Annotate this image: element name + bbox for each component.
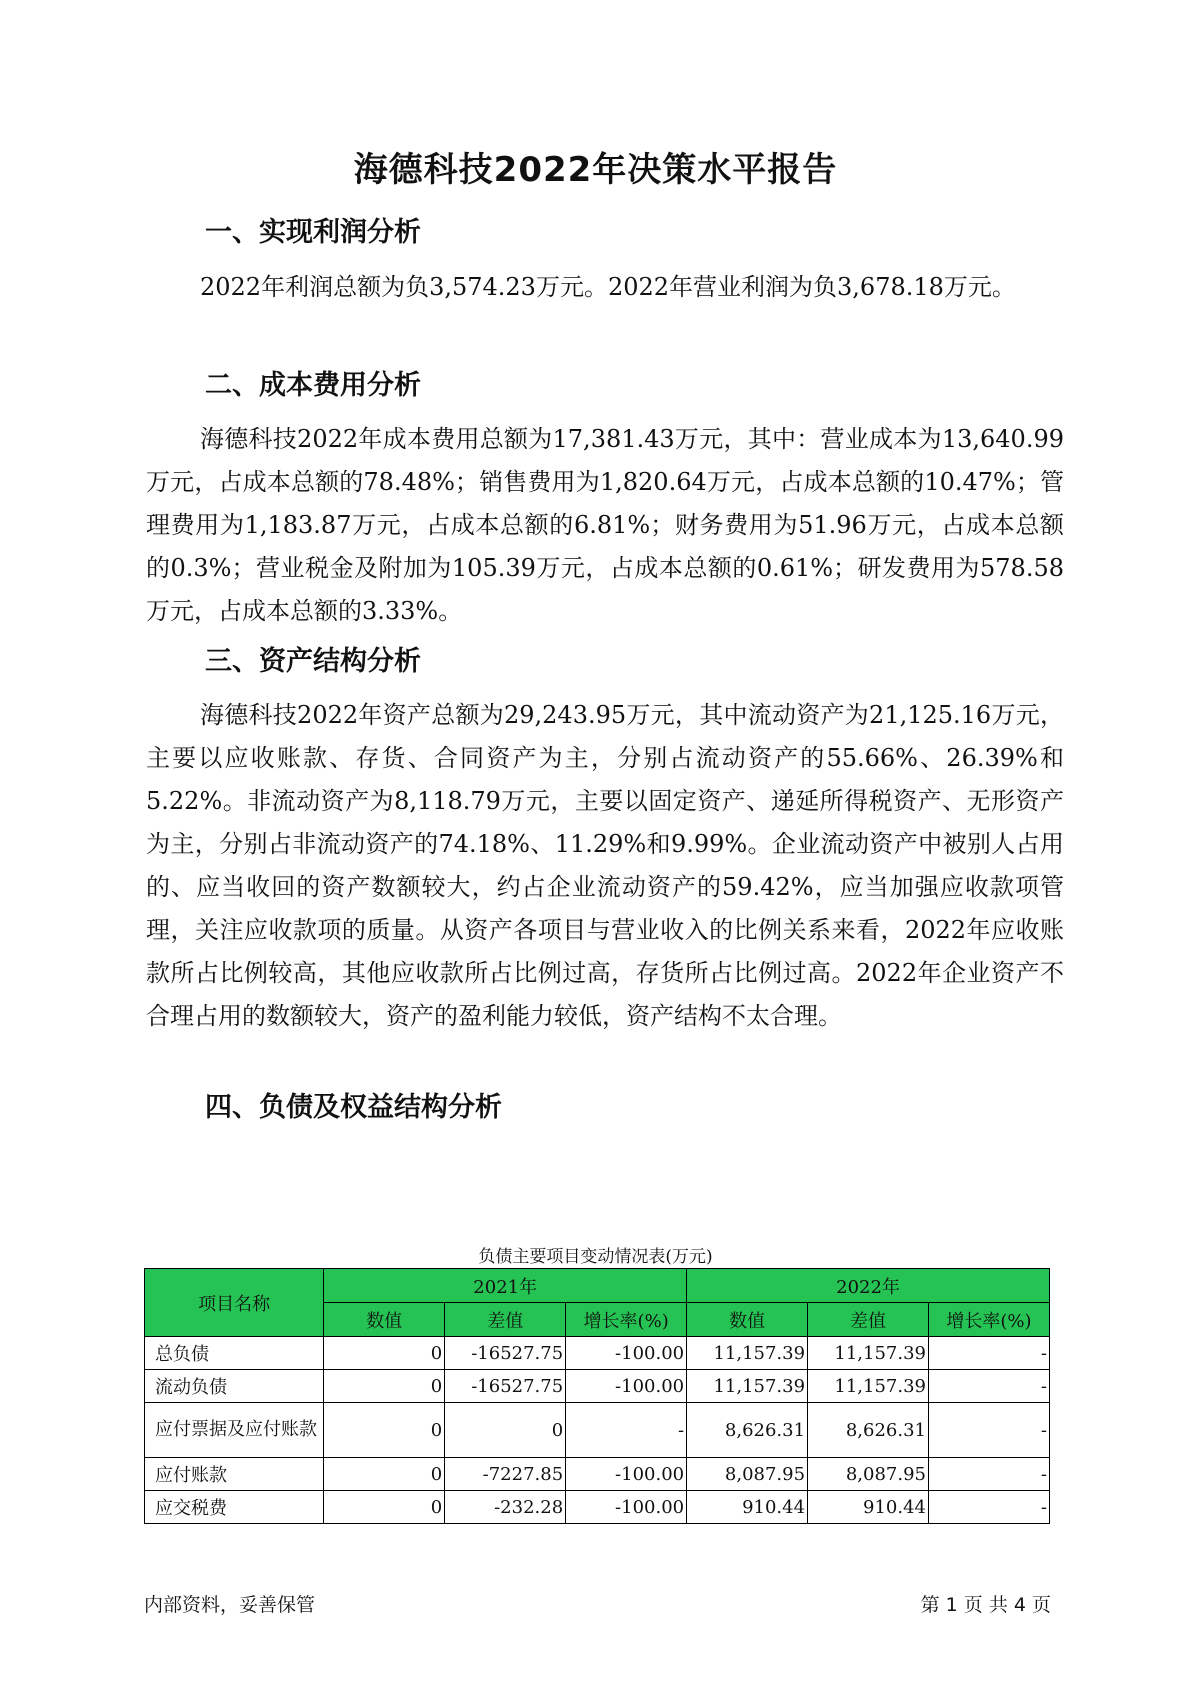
table-cell: 0 [324,1370,445,1403]
section-text-cost: 海德科技2022年成本费用总额为17,381.43万元，其中：营业成本为13,640.99万元，占成本总额的78.48%；销售费用为1,820.64万元，占成本总额的10.47%；管理费用为1,183.87万元，占成本总额的6.81%；财务费用为51.96万元，占成本总额的0.3%；营业税金及附加为105.39万元，占成本总额的0.61%；研发费用为578.58万元，占成本总额的3.33%。 [146,425,1064,625]
table-cell: -232.28 [445,1491,566,1524]
table-cell: -16527.75 [445,1370,566,1403]
table-cell: -100.00 [566,1458,687,1491]
section-heading-cost: 二、成本费用分析 [205,370,421,401]
table-cell: 910.44 [808,1491,929,1524]
table-cell: 11,157.39 [687,1337,808,1370]
footer-page-number: 第 1 页 共 4 页 [920,1594,1051,1616]
table-cell: 8,626.31 [687,1403,808,1458]
table-cell: 11,157.39 [687,1370,808,1403]
section-text-profit: 2022年利润总额为负3,574.23万元。2022年营业利润为负3,678.18万元。 [200,273,1016,301]
table-row [145,1403,1050,1458]
table-cell: 0 [324,1403,445,1458]
table-cell: 8,626.31 [808,1403,929,1458]
table-cell: 0 [445,1403,566,1458]
section-heading-profit: 一、实现利润分析 [205,217,421,248]
table-cell: 8,087.95 [808,1458,929,1491]
subheader-diff-2022: 差值 [808,1303,929,1337]
header-item-name: 项目名称 [145,1269,324,1337]
row-label: 应交税费 [145,1491,324,1524]
liabilities-table [144,1268,1050,1524]
table-cell: -7227.85 [445,1458,566,1491]
row-label: 流动负债 [145,1370,324,1403]
section-heading-assets: 三、资产结构分析 [205,646,421,677]
table-cell: - [928,1337,1049,1370]
subheader-growth-2022: 增长率(%) [928,1303,1049,1337]
table-cell: - [928,1491,1049,1524]
document-title: 海德科技2022年决策水平报告 [353,150,838,190]
table-cell: -100.00 [566,1491,687,1524]
footer-confidential-note: 内部资料，妥善保管 [144,1594,316,1616]
section-text-assets: 海德科技2022年资产总额为29,243.95万元，其中流动资产为21,125.16万元，主要以应收账款、存货、合同资产为主，分别占流动资产的55.66%、26.39%和5.22%。非流动资产为8,118.79万元，主要以固定资产、递延所得税资产、无形资产为主，分别占非流动资产的74.18%、11.29%和9.99%。企业流动资产中被别人占用的、应当收回的资产数额较大，约占企业流动资产的59.42%，应当加强应收款项管理，关注应收款项的质量。从资产各项目与营业收入的比例关系来看，2022年应收账款所占比例较高，其他应收款所占比例过高，存货所占比例过高。2022年企业资产不合理占用的数额较大，资产的盈利能力较低，资产结构不太合理。 [146,701,1064,1030]
table-row [145,1491,1050,1524]
table-cell: - [566,1403,687,1458]
row-label: 总负债 [145,1337,324,1370]
table-row [145,1337,1050,1370]
table-caption: 负债主要项目变动情况表(万元) [478,1247,713,1267]
header-year-2021: 2021年 [324,1269,687,1303]
table-cell: 0 [324,1458,445,1491]
subheader-value-2022: 数值 [687,1303,808,1337]
table-cell: 8,087.95 [687,1458,808,1491]
header-year-2022: 2022年 [687,1269,1050,1303]
table-cell: 0 [324,1337,445,1370]
table-cell: 0 [324,1491,445,1524]
section-heading-liabilities: 四、负债及权益结构分析 [205,1092,502,1123]
row-label: 应付账款 [145,1458,324,1491]
table-cell: -100.00 [566,1337,687,1370]
table-cell: - [928,1458,1049,1491]
subheader-growth-2021: 增长率(%) [566,1303,687,1337]
table-cell: - [928,1370,1049,1403]
table-row [145,1458,1050,1491]
table-cell: -100.00 [566,1370,687,1403]
table-cell: 910.44 [687,1491,808,1524]
table-cell: 11,157.39 [808,1337,929,1370]
subheader-diff-2021: 差值 [445,1303,566,1337]
table-row [145,1370,1050,1403]
table-cell: -16527.75 [445,1337,566,1370]
table-cell: - [928,1403,1049,1458]
subheader-value-2021: 数值 [324,1303,445,1337]
table-cell: 11,157.39 [808,1370,929,1403]
row-label: 应付票据及应付账款 [145,1403,324,1458]
